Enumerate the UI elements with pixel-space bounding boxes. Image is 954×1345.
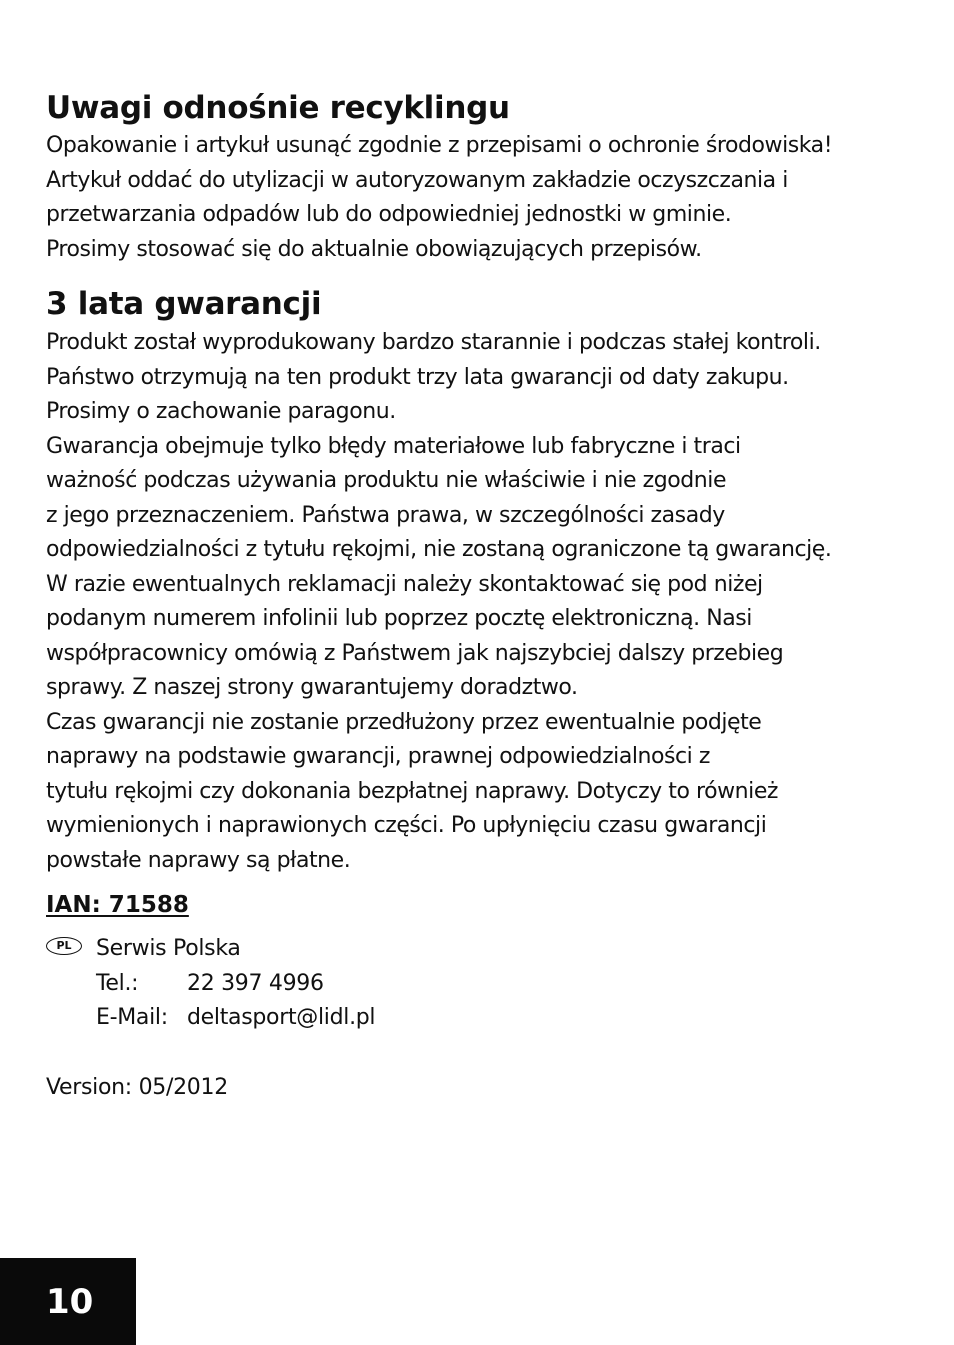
service-name-row [96, 932, 241, 967]
warranty-line: Państwo otrzymują na ten produkt trzy lata gwarancji od daty zakupu. [46, 364, 789, 390]
recycling-heading: Uwagi odnośnie recyklingu [46, 90, 510, 126]
service-email-row [96, 1001, 375, 1036]
email-label: E-Mail: [96, 1005, 168, 1030]
warranty-line: Czas gwarancji nie zostanie przedłużony przez ewentualnie podjęte [46, 709, 762, 735]
warranty-line: odpowiedzialności z tytułu rękojmi, nie zostaną ograniczone tą gwarancję. [46, 537, 832, 562]
warranty-line: Produkt został wyprodukowany bardzo starannie i podczas stałej kontroli. [46, 330, 821, 355]
warranty-line: z jego przeznaczeniem. Państwa prawa, w szczególności zasady [46, 502, 725, 528]
page-number: 10 [46, 1282, 94, 1322]
recycling-line: Artykuł oddać do utylizacji w autoryzowanym zakładzie oczyszczania i [46, 167, 788, 193]
warranty-paragraph [46, 326, 831, 878]
warranty-line: wymienionych i naprawionych części. Po upłynięciu czasu gwarancji [46, 813, 767, 838]
tel-label: Tel.: [96, 970, 139, 996]
version-text: Version: 05/2012 [46, 1075, 228, 1100]
warranty-line: powstałe naprawy są płatne. [46, 847, 351, 873]
warranty-line: tytułu rękojmi czy dokonania bezpłatnej naprawy. Dotyczy to również [46, 778, 779, 804]
email-value: deltasport@lidl.pl [187, 1005, 376, 1030]
pl-country-badge-icon: PL [46, 937, 82, 955]
warranty-line: współpracownicy omówią z Państwem jak najszybciej dalszy przebieg [46, 640, 784, 666]
warranty-line: podanym numerem infolinii lub poprzez pocztę elektroniczną. Nasi [46, 606, 752, 631]
page-number-box [0, 1258, 136, 1345]
ian-number: IAN: 71588 [46, 892, 189, 918]
service-name: Serwis Polska [96, 936, 241, 961]
recycling-line: Prosimy stosować się do aktualnie obowiązujących przepisów. [46, 236, 702, 262]
warranty-heading: 3 lata gwarancji [46, 286, 322, 322]
warranty-line: W razie ewentualnych reklamacji należy skontaktować się pod niżej [46, 571, 763, 597]
service-tel-row [96, 967, 324, 1002]
tel-value: 22 397 4996 [187, 970, 324, 996]
recycling-paragraph [46, 129, 832, 267]
warranty-line: Gwarancja obejmuje tylko błędy materiałowe lub fabryczne i traci [46, 433, 741, 459]
warranty-line: Prosimy o zachowanie paragonu. [46, 399, 396, 424]
warranty-line: naprawy na podstawie gwarancji, prawnej odpowiedzialności z [46, 744, 710, 769]
recycling-line: Opakowanie i artykuł usunąć zgodnie z przepisami o ochronie środowiska! [46, 133, 833, 158]
warranty-line: sprawy. Z naszej strony gwarantujemy doradztwo. [46, 675, 578, 700]
warranty-line: ważność podczas używania produktu nie właściwie i nie zgodnie [46, 468, 727, 493]
recycling-line: przetwarzania odpadów lub do odpowiedniej jednostki w gminie. [46, 202, 732, 227]
